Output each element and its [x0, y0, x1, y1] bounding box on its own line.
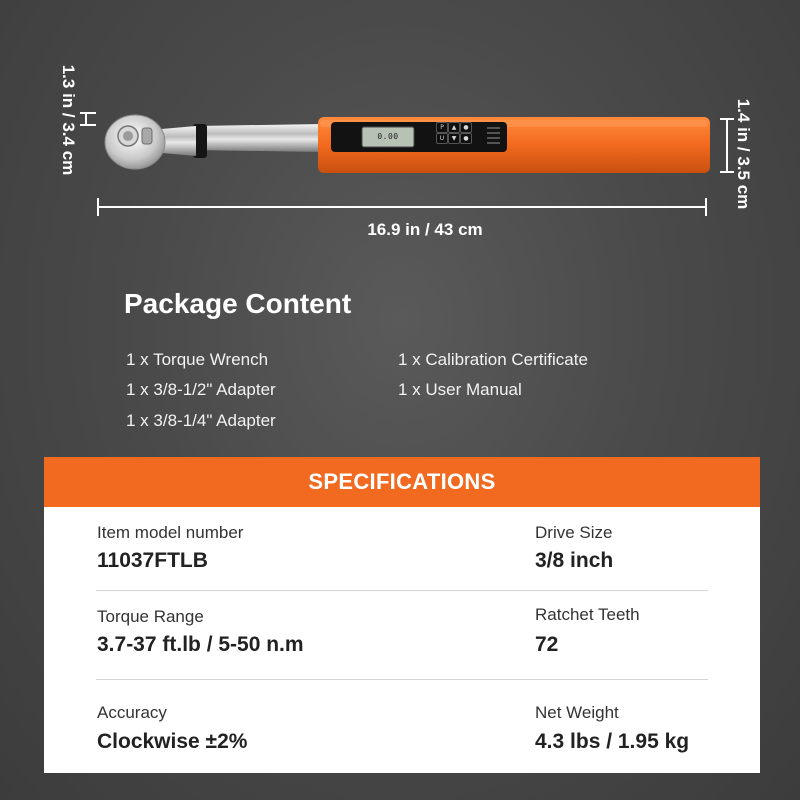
keypad-key: ▲: [448, 122, 460, 133]
spec-label: Accuracy: [97, 703, 167, 722]
keypad-key: U: [436, 133, 448, 144]
head-height-dimension-label: 1.3 in / 3.4 cm: [59, 64, 78, 176]
spec-value: 4.3 lbs / 1.95 kg: [535, 730, 690, 753]
handle-height-dimension-line: [720, 119, 734, 172]
spec-label: Torque Range: [97, 607, 204, 626]
handle-height-dimension-label: 1.4 in / 3.5 cm: [734, 98, 753, 210]
control-panel: [331, 122, 507, 152]
package-item: 1 x 3/8-1/2" Adapter: [126, 380, 276, 399]
spec-value: 3.7-37 ft.lb / 5-50 n.m: [97, 633, 304, 656]
spec-value: Clockwise ±2%: [97, 730, 248, 753]
spec-label: Ratchet Teeth: [535, 605, 640, 624]
chrome-shaft: [195, 124, 322, 152]
spec-label: Item model number: [97, 523, 244, 542]
package-item: 1 x 3/8-1/4" Adapter: [126, 411, 276, 430]
package-item: 1 x User Manual: [398, 380, 522, 399]
package-item: 1 x Torque Wrench: [126, 350, 269, 369]
spec-divider: [96, 679, 708, 680]
spec-value: 72: [535, 633, 559, 656]
head-height-dimension-line: [80, 113, 96, 125]
keypad-key: ●: [460, 133, 472, 144]
spec-divider: [96, 590, 708, 591]
keypad-key: ●: [460, 122, 472, 133]
specifications-card: [44, 457, 760, 773]
length-dimension-label: 16.9 in / 43 cm: [367, 220, 483, 239]
package-content-title: Package Content: [124, 288, 352, 319]
spec-value: 3/8 inch: [535, 549, 614, 572]
lcd-reading: 0.00: [377, 132, 399, 141]
spec-label: Net Weight: [535, 703, 619, 722]
specifications-title: SPECIFICATIONS: [44, 457, 760, 507]
wrench-keypad: [436, 122, 472, 152]
spec-value: 11037FTLB: [97, 549, 208, 572]
spec-label: Drive Size: [535, 523, 613, 542]
keypad-key: ▼: [448, 133, 460, 144]
package-item: 1 x Calibration Certificate: [398, 350, 588, 369]
length-dimension-line: [98, 198, 706, 216]
keypad-key: P: [436, 122, 448, 133]
direction-lever: [142, 128, 152, 144]
